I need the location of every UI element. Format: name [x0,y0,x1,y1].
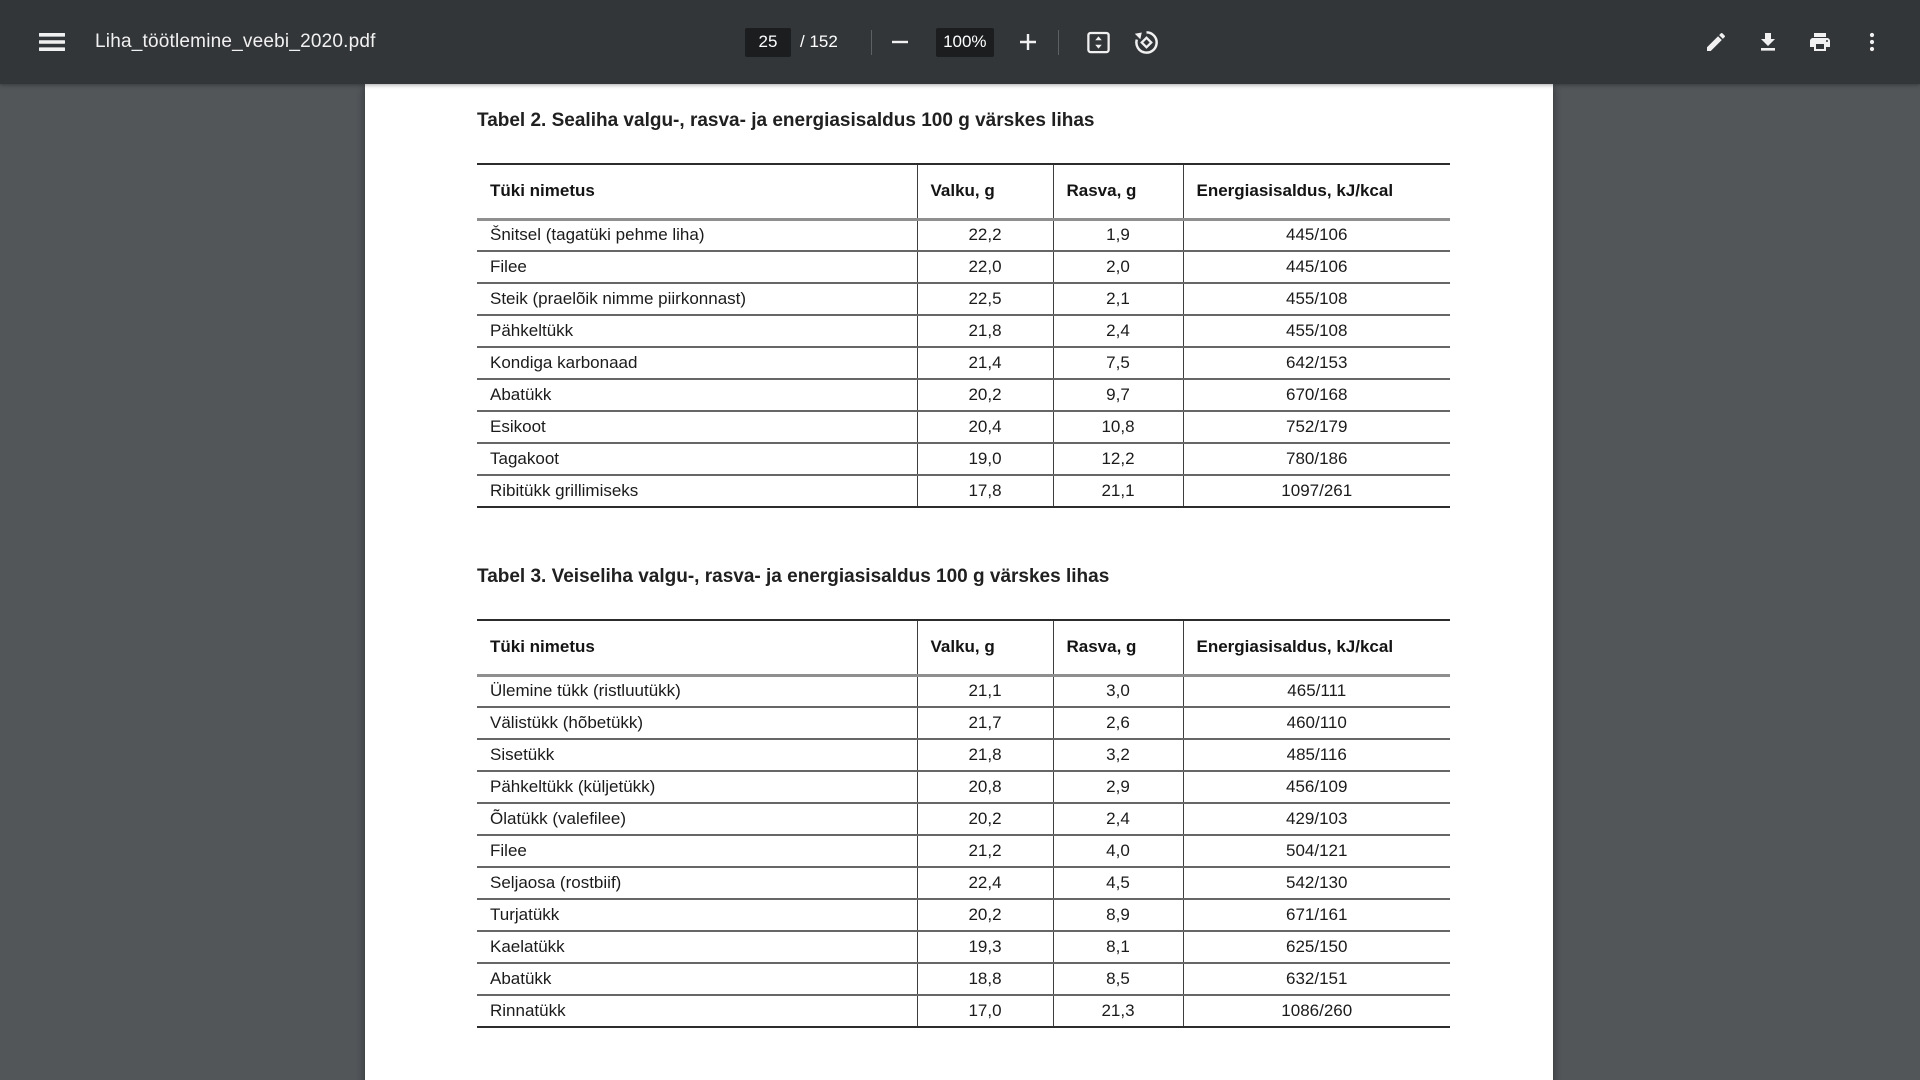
value-cell: 20,2 [917,899,1053,931]
table-row [477,963,1450,995]
table-row [477,219,1450,251]
table-row [477,675,1450,707]
value-cell: 445/106 [1183,219,1450,251]
cut-name-cell: Abatükk [477,379,917,411]
value-cell: 20,8 [917,771,1053,803]
pdf-page-content [365,109,1553,1028]
hamburger-icon [39,31,65,53]
table-row [477,771,1450,803]
cut-name-cell: Filee [477,251,917,283]
toolbar-divider [871,30,872,55]
value-cell: 485/116 [1183,739,1450,771]
page-count: / 152 [800,32,838,51]
value-cell: 21,7 [917,707,1053,739]
column-header: Rasva, g [1053,620,1183,675]
value-cell: 1097/261 [1183,475,1450,507]
table2-caption: Tabel 2. Sealiha valgu-, rasva- ja energiasisaldus 100 g värskes lihas [477,110,1095,131]
value-cell: 542/130 [1183,867,1450,899]
value-cell: 20,2 [917,803,1053,835]
zoom-level: 100% [936,28,994,57]
table-row [477,315,1450,347]
value-cell: 465/111 [1183,675,1450,707]
value-cell: 625/150 [1183,931,1450,963]
value-cell: 9,7 [1053,379,1183,411]
value-cell: 22,2 [917,219,1053,251]
column-header: Tüki nimetus [477,620,917,675]
column-header: Rasva, g [1053,164,1183,219]
print-icon [1808,30,1832,54]
value-cell: 642/153 [1183,347,1450,379]
value-cell: 21,4 [917,347,1053,379]
plus-icon [1018,32,1038,52]
vertical-ellipsis-icon [1860,30,1884,54]
pdf-viewer-scroll-area[interactable] [0,84,1920,1080]
table-sealiha [477,163,1450,508]
value-cell: 22,4 [917,867,1053,899]
value-cell: 752/179 [1183,411,1450,443]
cut-name-cell: Rinnatükk [477,995,917,1027]
value-cell: 21,1 [917,675,1053,707]
value-cell: 4,5 [1053,867,1183,899]
table-row [477,347,1450,379]
value-cell: 10,8 [1053,411,1183,443]
value-cell: 1,9 [1053,219,1183,251]
page-number-input[interactable] [745,28,791,57]
cut-name-cell: Steik (praelõik nimme piirkonnast) [477,283,917,315]
annotate-button[interactable] [1698,24,1734,60]
fit-page-icon [1085,29,1112,56]
print-button[interactable] [1802,24,1838,60]
download-icon [1756,30,1780,54]
value-cell: 780/186 [1183,443,1450,475]
cut-name-cell: Kondiga karbonaad [477,347,917,379]
table-row [477,707,1450,739]
value-cell: 3,2 [1053,739,1183,771]
pdf-page [365,84,1553,1080]
document-title: Liha_töötlemine_veebi_2020.pdf [95,31,376,52]
value-cell: 455/108 [1183,315,1450,347]
table-row [477,867,1450,899]
value-cell: 8,1 [1053,931,1183,963]
value-cell: 19,3 [917,931,1053,963]
value-cell: 3,0 [1053,675,1183,707]
table-row [477,251,1450,283]
cut-name-cell: Õlatükk (valefilee) [477,803,917,835]
table-row [477,379,1450,411]
value-cell: 429/103 [1183,803,1450,835]
menu-button[interactable] [34,24,70,60]
value-cell: 20,4 [917,411,1053,443]
value-cell: 2,4 [1053,803,1183,835]
value-cell: 632/151 [1183,963,1450,995]
table-veiseliha [477,619,1450,1028]
value-cell: 504/121 [1183,835,1450,867]
table-row [477,283,1450,315]
value-cell: 21,2 [917,835,1053,867]
value-cell: 17,8 [917,475,1053,507]
minus-icon [891,33,909,51]
value-cell: 445/106 [1183,251,1450,283]
table-row [477,803,1450,835]
table-row [477,899,1450,931]
cut-name-cell: Šnitsel (tagatüki pehme liha) [490,225,705,245]
fit-page-button[interactable] [1081,24,1117,60]
value-cell: 22,5 [917,283,1053,315]
value-cell: 2,0 [1053,251,1183,283]
value-cell: 671/161 [1183,899,1450,931]
rotate-counterclockwise-button[interactable] [1129,24,1165,60]
cut-name-cell: Turjatükk [477,899,917,931]
cut-name-cell: Tagakoot [477,443,917,475]
toolbar-left-group [34,0,376,84]
cut-name-cell: Ülemine tükk (ristluutükk) [490,681,681,701]
table-row [477,931,1450,963]
download-button[interactable] [1750,24,1786,60]
value-cell: 8,5 [1053,963,1183,995]
cut-name-cell: Filee [477,835,917,867]
value-cell: 4,0 [1053,835,1183,867]
value-cell: 455/108 [1183,283,1450,315]
cut-name-cell: Pähkeltükk [477,315,917,347]
cut-name-cell: Pähkeltükk (küljetükk) [477,771,917,803]
value-cell: 21,8 [917,315,1053,347]
value-cell: 2,6 [1053,707,1183,739]
more-options-button[interactable] [1854,24,1890,60]
table-row [477,475,1450,507]
cut-name-cell: Abatükk [477,963,917,995]
cut-name-cell: Kaelatükk [477,931,917,963]
value-cell: 8,9 [1053,899,1183,931]
table-header-row [477,620,1450,675]
zoom-in-button[interactable] [1010,24,1046,60]
column-header: Tüki nimetus [477,164,917,219]
rotate-counterclockwise-icon [1133,29,1160,56]
cut-name-cell: Välistükk (hõbetükk) [477,707,917,739]
table3-caption: Tabel 3. Veiseliha valgu-, rasva- ja energiasisaldus 100 g värskes lihas [477,566,1110,587]
value-cell: 21,1 [1053,475,1183,507]
table-row [477,411,1450,443]
column-header: Energiasisaldus, kJ/kcal [1183,620,1450,675]
value-cell: 456/109 [1183,771,1450,803]
column-header: Valku, g [917,164,1053,219]
value-cell: 2,9 [1053,771,1183,803]
value-cell: 21,8 [917,739,1053,771]
table-row [477,835,1450,867]
cut-name-cell: Ribitükk grillimiseks [477,475,917,507]
value-cell: 22,0 [917,251,1053,283]
value-cell: 2,4 [1053,315,1183,347]
toolbar-center-group [745,0,1165,84]
pencil-icon [1704,30,1728,54]
cut-name-cell: Seljaosa (rostbiif) [477,867,917,899]
value-cell: 670/168 [1183,379,1450,411]
value-cell: 18,8 [917,963,1053,995]
value-cell: 21,3 [1053,995,1183,1027]
value-cell: 460/110 [1183,707,1450,739]
table-row [477,443,1450,475]
value-cell: 17,0 [917,995,1053,1027]
column-header: Valku, g [917,620,1053,675]
zoom-out-button[interactable] [882,24,918,60]
table-row [477,739,1450,771]
value-cell: 20,2 [917,379,1053,411]
cut-name-cell: Sisetükk [477,739,917,771]
toolbar-divider [1058,30,1059,55]
table-header-row [477,164,1450,219]
value-cell: 7,5 [1053,347,1183,379]
toolbar-right-group [1682,0,1890,84]
value-cell: 2,1 [1053,283,1183,315]
value-cell: 19,0 [917,443,1053,475]
pdf-toolbar [0,0,1920,84]
table-row [477,995,1450,1027]
column-header: Energiasisaldus, kJ/kcal [1183,164,1450,219]
value-cell: 12,2 [1053,443,1183,475]
value-cell: 1086/260 [1183,995,1450,1027]
cut-name-cell: Esikoot [477,411,917,443]
